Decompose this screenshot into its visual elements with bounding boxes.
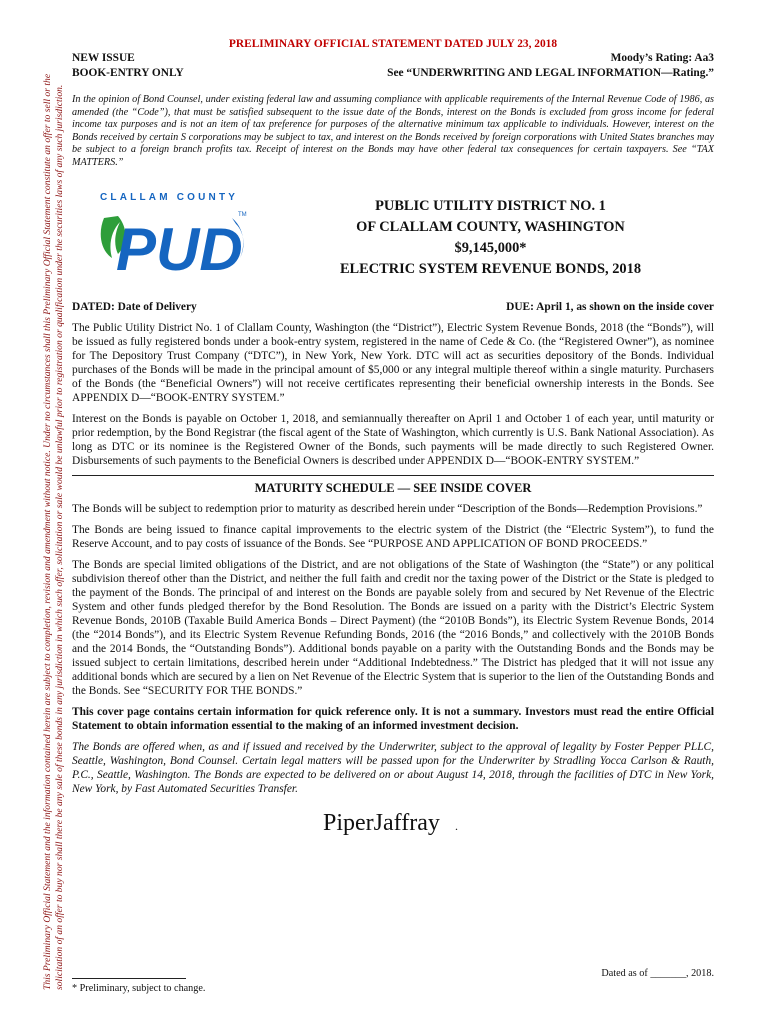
- rating-reference: See “UNDERWRITING AND LEGAL INFORMATION—Rating.”: [387, 67, 714, 79]
- logo-pud-text: PUD: [116, 215, 243, 283]
- paragraph-offering: The Bonds are offered when, as and if issued and received by the Underwriter, subject to the approval of legality by Foster Pepper PLLC, Seattle, Washington, Bond Counsel. Certain legal matters will be passed upon for the Underwriter by Stradling Yocca Carlson & Rauth, P.C., Seattle, Washington. The Bonds are expected to be delivered on or about August 14, 2018, through the facilities of DTC in New York, New York, by Fast Automated Securities Transfer.: [72, 740, 714, 795]
- header-row: [72, 51, 714, 81]
- title-bond-name: ELECTRIC SYSTEM REVENUE BONDS, 2018: [339, 260, 642, 277]
- logo-trademark: TM: [238, 211, 247, 218]
- paragraph-interest: Interest on the Bonds is payable on October 1, 2018, and semiannually thereafter on April 1 and October 1 of each year, until maturity or prior redemption, by the Bond Registrar (the fiscal agent of the State of Washington, which currently is U.S. Bank National Association). As long as DTC or its nominee is the Registered Owner of the Bonds, such payments will be made directly to such Registered Owner. Disbursements of such payments to the Beneficial Owners is described under APPENDIX D—“BOOK-ENTRY SYSTEM.”: [72, 412, 714, 467]
- piper-jaffray-logo: [323, 808, 463, 838]
- new-issue-label: NEW ISSUE: [72, 52, 135, 64]
- underwriter-logo: [72, 808, 714, 838]
- clallam-pud-logo: [94, 188, 259, 288]
- side-legal-notice-text: This Preliminary Official Statement and the information contained herein are subject to completion, revision and amendment without notice. Under no circumstances shall this Preliminary Official Statement constitute an offer to sell or the solicitation of an offer to buy nor shall there be any sale of these bonds in any jurisdiction in which such offer, solicitation or sale would be unlawful prior to registration or qualification under the securities laws of any such jurisdiction.: [42, 73, 65, 990]
- maturity-schedule-heading: MATURITY SCHEDULE — SEE INSIDE COVER: [254, 480, 532, 495]
- dated-due-row: [72, 300, 714, 314]
- tax-opinion: In the opinion of Bond Counsel, under existing federal law and assuming compliance with applicable requirements of the Internal Revenue Code of 1986, as amended (the “Code”), that must be satisfied subsequent to the issue date of the Bonds, interest on the Bonds is excluded from gross income for federal income tax purposes and is not an item of tax preference for purposes of the alternative minimum tax applicable to individuals. However, interest on the Bonds received by certain S corporations may be subject to tax, and interest on the Bonds received by foreign corporations with United States branches may be subject to a foreign branch profits tax. Receipt of interest on the Bonds may have other federal tax consequences for certain taxpayers. See “TAX MATTERS.”: [72, 94, 714, 168]
- title-line-2: OF CLALLAM COUNTY, WASHINGTON: [356, 218, 625, 235]
- paragraph-book-entry: The Public Utility District No. 1 of Clallam County, Washington (the “District”), Electric System Revenue Bonds, 2018 (the “Bonds”), will be issued as fully registered bonds under a book-entry system, registered in the name of Cede & Co. (the “Registered Owner”), as nominee for The Depository Trust Company (“DTC”), in New York, New York. DTC will act as securities depository of the Bonds. Individual purchases of the Bonds will be made in the principal amount of $5,000 or any integral multiple thereof within a single maturity. Purchasers of the Bonds (the “Beneficial Owners”) will not receive certificates representing their beneficial ownership interests in the Bonds. See APPENDIX D—“BOOK-ENTRY SYSTEM.”: [72, 321, 714, 404]
- paragraph-quick-reference: This cover page contains certain information for quick reference only. It is not a summary. Investors must read the entire Official Statement to obtain information essential to the making of an informed investment decision.: [72, 705, 714, 732]
- footnote: * Preliminary, subject to change.: [72, 983, 206, 994]
- footnote-rule: [72, 978, 186, 979]
- logo-county-text: CLALLAM COUNTY: [100, 191, 239, 203]
- paragraph-purpose: The Bonds are being issued to finance capital improvements to the electric system of the District (the “Electric System”), to fund the Reserve Account, and to pay costs of issuance of the Bonds. See “PURPOSE AND APPLICATION OF BOND PROCEEDS.”: [72, 523, 714, 550]
- divider: [72, 475, 714, 476]
- due-label: DUE: April 1, as shown on the inside cover: [506, 300, 714, 313]
- dated-as-label: Dated as of _______, 2018.: [601, 968, 714, 979]
- title-amount: $9,145,000*: [454, 239, 527, 256]
- title-block: [72, 188, 714, 288]
- side-legal-notice: [0, 0, 65, 1024]
- issue-titles: [267, 196, 714, 280]
- book-entry-label: BOOK-ENTRY ONLY: [72, 67, 184, 79]
- cover-page: [72, 38, 714, 838]
- rating-label: Moody’s Rating: Aa3: [610, 52, 714, 64]
- piper-jaffray-text: PiperJaffray: [323, 809, 440, 836]
- preliminary-banner: PRELIMINARY OFFICIAL STATEMENT DATED JULY 23, 2018: [228, 38, 558, 50]
- paragraph-redemption: The Bonds will be subject to redemption prior to maturity as described herein under “Description of the Bonds—Redemption Provisions.”: [72, 502, 703, 515]
- piper-jaffray-mark: .: [455, 818, 458, 833]
- title-line-1: PUBLIC UTILITY DISTRICT NO. 1: [375, 197, 606, 214]
- dated-label: DATED: Date of Delivery: [72, 300, 197, 313]
- paragraph-security: The Bonds are special limited obligations of the District, and are not obligations of the State of Washington (the “State”) or any political subdivision thereof other than the District, and neither the full faith and credit nor the taxing power of the District or the State is pledged to the payment of the Bonds. The principal of and interest on the Bonds are payable solely from and secured by Net Revenue of the Electric System and other funds pledged therefor by the Bond Resolution. The Bonds are issued on a parity with the District’s Electric System Revenue Bonds, 2010B (Taxable Build America Bonds – Direct Payment) (the “2010B Bonds”), its Electric System Revenue Bonds, 2014 (the “2014 Bonds”), and its Electric System Revenue Refunding Bonds, 2016 (the “2016 Bonds,” and collectively with the 2010B Bonds and the 2014 Bonds, the “Outstanding Bonds”). Additional bonds payable on a parity with the Outstanding Bonds and the Bonds may be issued subject to certain limitations, described herein under “Additional Indebtedness.” The District has pledged that it will not issue any additional bonds which are secured by a lien on Net Revenue of the Electric System that is superior to the lien of the Outstanding Bonds and the Bonds. See “SECURITY FOR THE BONDS.”: [72, 558, 714, 697]
